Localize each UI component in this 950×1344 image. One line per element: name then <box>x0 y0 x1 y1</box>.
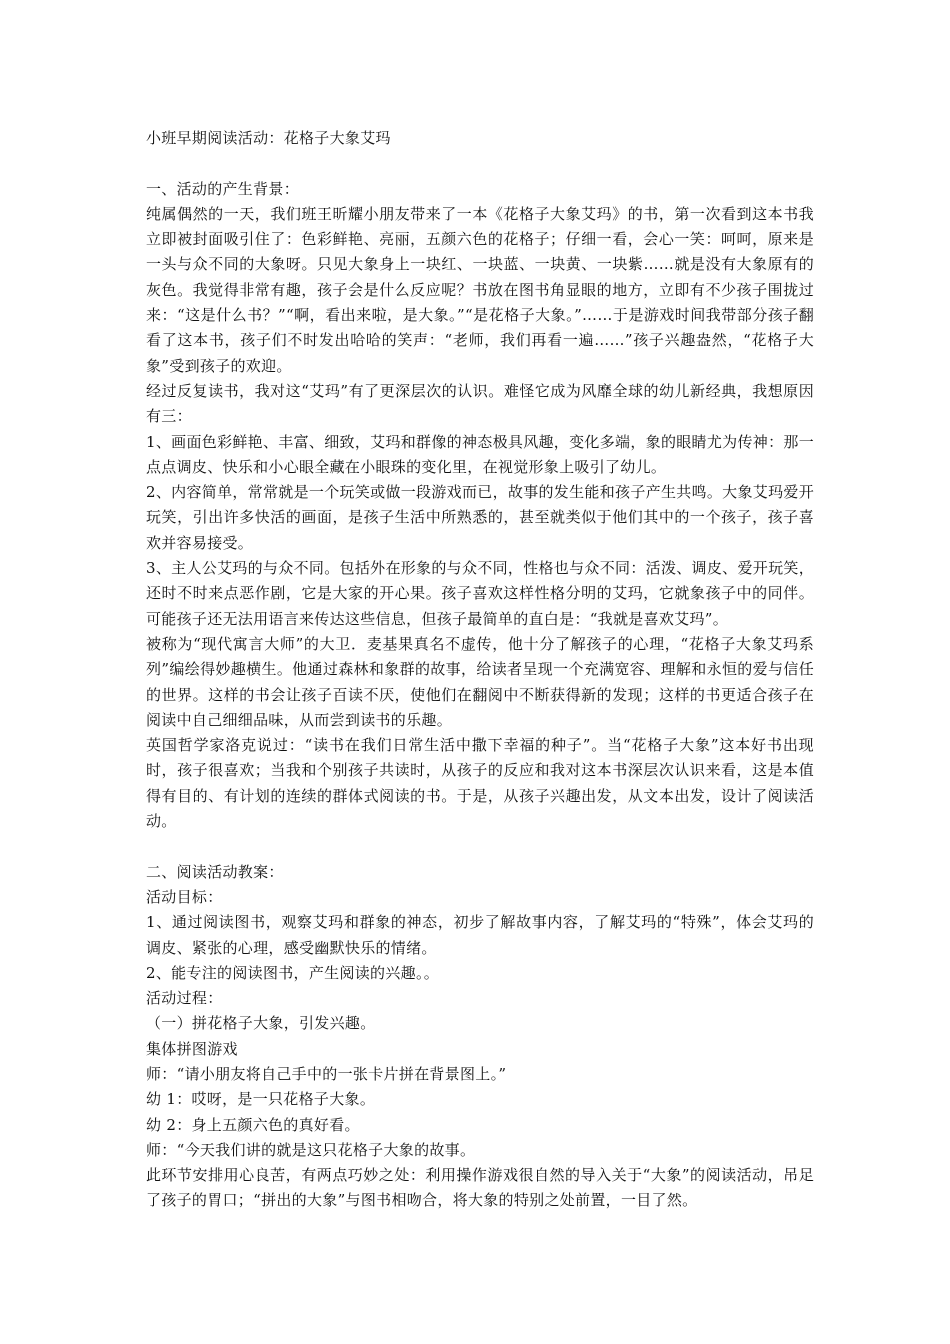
line: 师：“请小朋友将自己手中的一张卡片拼在背景图上。” <box>146 1064 507 1083</box>
section-heading-background: 一、活动的产生背景： <box>146 179 300 198</box>
paragraph: 1、画面色彩鲜艳、丰富、细致，艾玛和群像的神态极具风趣，变化多端，象的眼睛尤为传神：那一点点调皮、快乐和小心眼全藏在小眼珠的变化里，在视觉形象上吸引了幼儿。 <box>146 432 814 476</box>
line: 师：“今天我们讲的就是这只花格子大象的故事。 <box>146 1140 476 1159</box>
line: 集体拼图游戏 <box>146 1039 238 1058</box>
document-title: 小班早期阅读活动：花格子大象艾玛 <box>146 129 391 147</box>
line: 1、通过阅读图书，观察艾玛和群象的神态，初步了解故事内容，了解艾玛的“特殊”，体会艾玛的调皮、紧张的心理，感受幽默快乐的情绪。 <box>146 913 814 957</box>
spacer <box>146 834 814 859</box>
paragraph: 3、主人公艾玛的与众不同。包括外在形象的与众不同，性格也与众不同：活泼、调皮、爱开玩笑，还时不时来点恶作剧，它是大家的开心果。孩子喜欢这样性格分明的艾玛，它就象孩子中的同伴。可能孩子还无法用语言来传达这些信息，但孩子最简单的直白是：“我就是喜欢艾玛”。 <box>146 559 814 628</box>
paragraph: 经过反复读书，我对这“艾玛”有了更深层次的认识。难怪它成为风靡全球的幼儿新经典，我想原因有三： <box>146 381 814 426</box>
line: （一）拼花格子大象，引发兴趣。 <box>146 1014 376 1033</box>
paragraph: 纯属偶然的一天，我们班王昕耀小朋友带来了一本《花格子大象艾玛》的书，第一次看到这本书我立即被封面吸引住了：色彩鲜艳、亮丽，五颜六色的花格子；仔细一看，会心一笑：呵呵，原来是一头与众不同的大象呀。只见大象身上一块红、一块蓝、一块黄、一块紫……就是没有大象原有的灰色。我觉得非常有趣，孩子会是什么反应呢？书放在图书角显眼的地方，立即有不少孩子围拢过来：“这是什么书？”“啊，看出来啦，是大象。”“是花格子大象。”……于是游戏时间我带部分孩子翻看了这本书，孩子们不时发出哈哈的笑声：“老师，我们再看一遍……”孩子兴趣盎然，“花格子大象”受到孩子的欢迎。 <box>146 204 814 375</box>
paragraph: 被称为“现代寓言大师”的大卫．麦基果真名不虚传，他十分了解孩子的心理，“花格子大象艾玛系列”编绘得妙趣横生。他通过森林和象群的故事，给读者呈现一个充满宽容、理解和永恒的爱与信任的世界。这样的书会让孩子百读不厌，使他们在翻阅中不断获得新的发现；这样的书更适合孩子在阅读中自己细细品味，从而尝到读书的乐趣。 <box>146 634 814 729</box>
line: 活动过程： <box>146 989 223 1008</box>
section-heading-lesson-plan: 二、阅读活动教案： <box>146 862 284 881</box>
line: 2、能专注的阅读图书，产生阅读的兴趣。。 <box>146 963 440 982</box>
line: 幼 1：哎呀，是一只花格子大象。 <box>146 1090 376 1109</box>
paragraph: 英国哲学家洛克说过：“读书在我们日常生活中撒下幸福的种子”。当“花格子大象”这本好书出现时，孩子很喜欢；当我和个别孩子共读时，从孩子的反应和我对这本书深层次认识来看，这是本值得有目的、有计划的连续的群体式阅读的书。于是，从孩子兴趣出发，从文本出发，设计了阅读活动。 <box>146 736 814 831</box>
spacer <box>146 151 814 176</box>
paragraph: 2、内容简单，常常就是一个玩笑或做一段游戏而已，故事的发生能和孩子产生共鸣。大象艾玛爱开玩笑，引出许多快活的画面，是孩子生活中所熟悉的，甚至就类似于他们其中的一个孩子，孩子喜欢并容易接受。 <box>146 483 814 552</box>
line: 幼 2：身上五颜六色的真好看。 <box>146 1115 360 1134</box>
line: 此环节安排用心良苦，有两点巧妙之处：利用操作游戏很自然的导入关于“大象”的阅读活动，吊足了孩子的胃口；“拼出的大象”与图书相吻合，将大象的特别之处前置，一目了然。 <box>146 1166 814 1210</box>
line: 活动目标： <box>146 887 223 906</box>
document-body <box>146 126 814 1214</box>
